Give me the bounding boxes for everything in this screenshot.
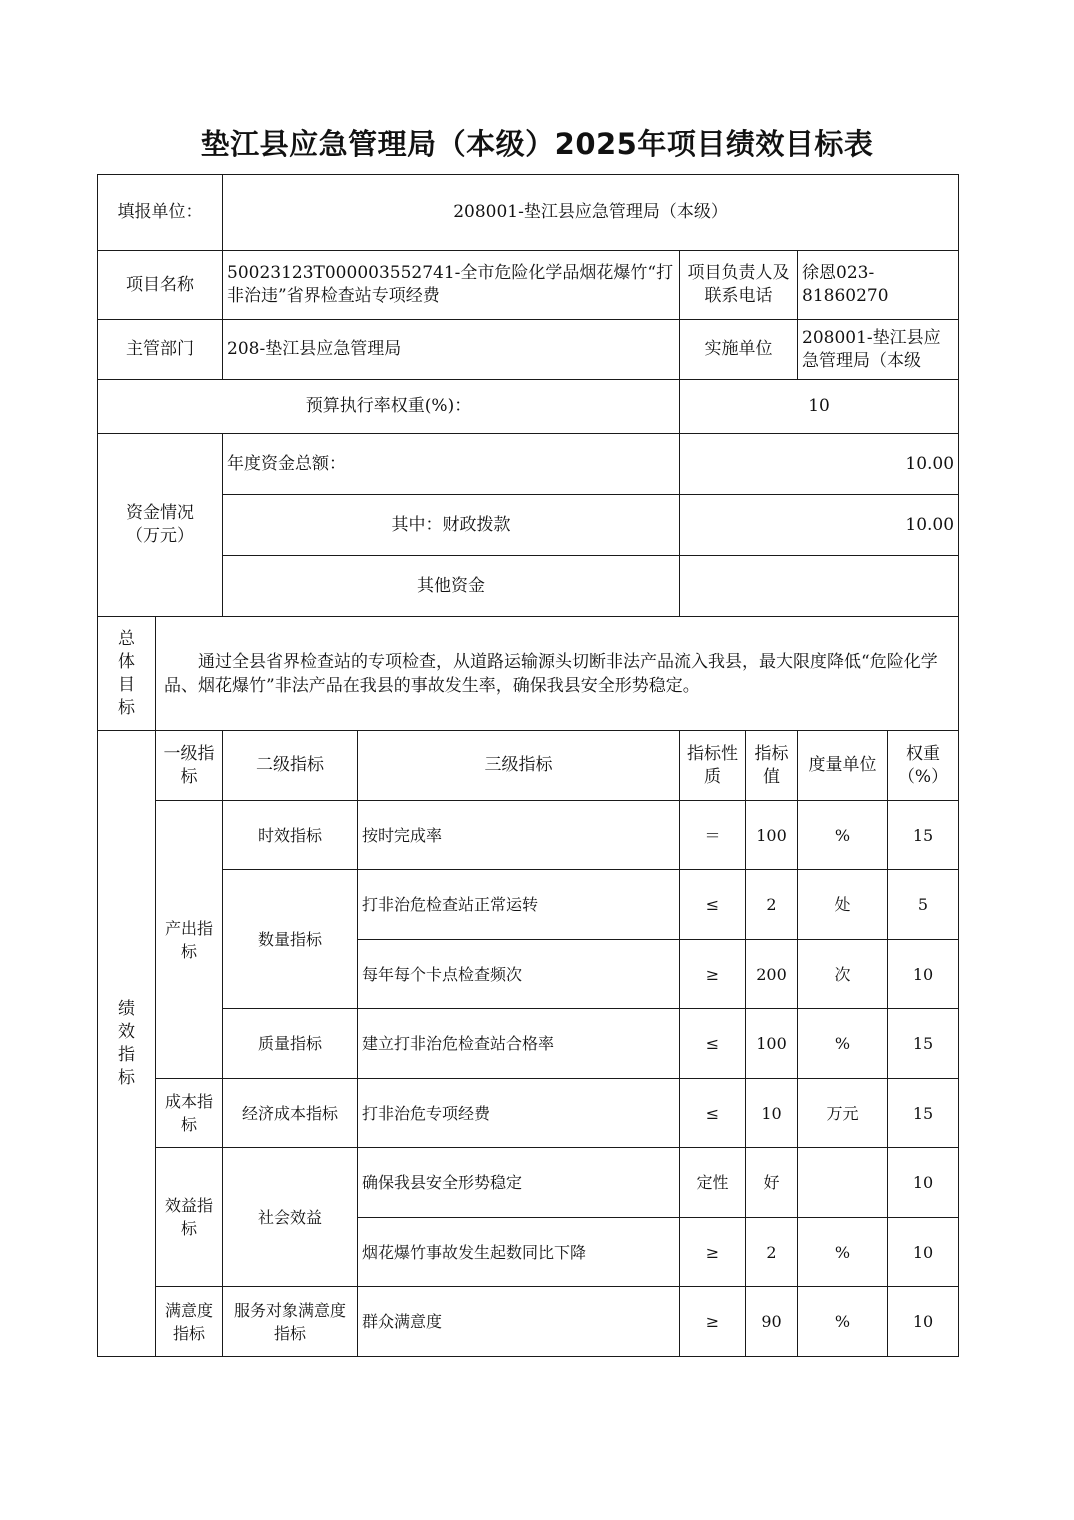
indicator-row [98, 1287, 959, 1357]
annual-total-label: 年度资金总额： [223, 434, 680, 495]
indicator-name: 每年每个卡点检查频次 [358, 940, 680, 1009]
indicator-weight: 15 [888, 1009, 959, 1079]
indicator-value: 好 [746, 1148, 798, 1218]
indicator-weight: 10 [888, 1148, 959, 1218]
indicator-nature: ≤ [680, 1079, 746, 1148]
indicator-row [98, 1148, 959, 1218]
group-benefit: 效益指标 [156, 1148, 223, 1287]
project-leader-label: 项目负责人及联系电话 [680, 251, 798, 320]
indicator-nature: 定性 [680, 1148, 746, 1218]
indicator-nature: ＝ [680, 801, 746, 870]
indicator-unit: % [798, 801, 888, 870]
indicator-weight: 10 [888, 1218, 959, 1287]
indicator-weight: 15 [888, 1079, 959, 1148]
indicator-weight: 10 [888, 940, 959, 1009]
indicator-nature: ≥ [680, 1218, 746, 1287]
fiscal-value: 10.00 [680, 495, 959, 556]
header-weight: 权重（%） [888, 731, 959, 801]
report-unit-value: 208001-垫江县应急管理局（本级） [223, 175, 959, 251]
subgroup-economic-cost: 经济成本指标 [223, 1079, 358, 1148]
dept-value: 208-垫江县应急管理局 [223, 320, 680, 380]
page-title: 垫江县应急管理局（本级）2025年项目绩效目标表 [200, 127, 874, 161]
fiscal-row [98, 495, 959, 556]
indicator-nature: ≥ [680, 940, 746, 1009]
project-name-row [98, 251, 959, 320]
impl-unit-value: 208001-垫江县应急管理局（本级 [798, 320, 959, 380]
indicator-unit: 万元 [798, 1079, 888, 1148]
subgroup-quantity: 数量指标 [223, 870, 358, 1009]
indicator-unit [798, 1148, 888, 1218]
indicator-unit: 次 [798, 940, 888, 1009]
indicator-unit: % [798, 1218, 888, 1287]
header-nature: 指标性质 [680, 731, 746, 801]
budget-weight-label: 预算执行率权重(%)： [98, 380, 680, 434]
indicator-value: 100 [746, 1009, 798, 1079]
overall-goal-row [98, 617, 959, 731]
subgroup-social: 社会效益 [223, 1148, 358, 1287]
indicator-row [98, 870, 959, 940]
header-value: 指标值 [746, 731, 798, 801]
report-unit-label: 填报单位： [98, 175, 223, 251]
indicator-value: 90 [746, 1287, 798, 1357]
annual-total-row [98, 434, 959, 495]
perf-label: 绩效指标 [98, 731, 156, 1357]
indicator-weight: 10 [888, 1287, 959, 1357]
project-name-value: 50023123T000003552741-全市危险化学品烟花爆竹“打非治违”省界检查站专项经费 [223, 251, 680, 320]
subgroup-timeliness: 时效指标 [223, 801, 358, 870]
department-row [98, 320, 959, 380]
other-funds-label: 其他资金 [223, 556, 680, 617]
performance-target-table [97, 174, 959, 1357]
annual-total-value: 10.00 [680, 434, 959, 495]
group-satisfaction: 满意度指标 [156, 1287, 223, 1357]
indicator-unit: % [798, 1287, 888, 1357]
indicator-weight: 15 [888, 801, 959, 870]
header-unit: 度量单位 [798, 731, 888, 801]
header-level1: 一级指标 [156, 731, 223, 801]
indicator-name: 确保我县安全形势稳定 [358, 1148, 680, 1218]
indicator-name: 打非治危专项经费 [358, 1079, 680, 1148]
indicator-row [98, 801, 959, 870]
indicator-name: 群众满意度 [358, 1287, 680, 1357]
budget-weight-row [98, 380, 959, 434]
indicator-header-row [98, 731, 959, 801]
budget-weight-value: 10 [680, 380, 959, 434]
goal-text: 通过全县省界检查站的专项检查，从道路运输源头切断非法产品流入我县，最大限度降低“危险化学品、烟花爆竹”非法产品在我县的事故发生率，确保我县安全形势稳定。 [156, 617, 959, 731]
indicator-value: 2 [746, 870, 798, 940]
other-funds-value [680, 556, 959, 617]
indicator-nature: ≤ [680, 1009, 746, 1079]
indicator-row [98, 1009, 959, 1079]
report-unit-row [98, 175, 959, 251]
indicator-value: 10 [746, 1079, 798, 1148]
funds-label: 资金情况（万元） [98, 434, 223, 617]
indicator-weight: 5 [888, 870, 959, 940]
subgroup-service-satisfaction: 服务对象满意度指标 [223, 1287, 358, 1357]
header-level2: 二级指标 [223, 731, 358, 801]
project-leader-value: 徐恩023-81860270 [798, 251, 959, 320]
goal-label: 总体目标 [98, 617, 156, 731]
indicator-row [98, 1079, 959, 1148]
indicator-name: 打非治危检查站正常运转 [358, 870, 680, 940]
header-level3: 三级指标 [358, 731, 680, 801]
fiscal-label: 其中：财政拨款 [223, 495, 680, 556]
other-funds-row [98, 556, 959, 617]
indicator-unit: 处 [798, 870, 888, 940]
indicator-value: 100 [746, 801, 798, 870]
indicator-nature: ≤ [680, 870, 746, 940]
group-cost: 成本指标 [156, 1079, 223, 1148]
group-output: 产出指标 [156, 801, 223, 1079]
dept-label: 主管部门 [98, 320, 223, 380]
indicator-name: 按时完成率 [358, 801, 680, 870]
subgroup-quality: 质量指标 [223, 1009, 358, 1079]
indicator-unit: % [798, 1009, 888, 1079]
impl-unit-label: 实施单位 [680, 320, 798, 380]
indicator-nature: ≥ [680, 1287, 746, 1357]
indicator-name: 烟花爆竹事故发生起数同比下降 [358, 1218, 680, 1287]
indicator-value: 200 [746, 940, 798, 1009]
project-name-label: 项目名称 [98, 251, 223, 320]
indicator-value: 2 [746, 1218, 798, 1287]
indicator-name: 建立打非治危检查站合格率 [358, 1009, 680, 1079]
